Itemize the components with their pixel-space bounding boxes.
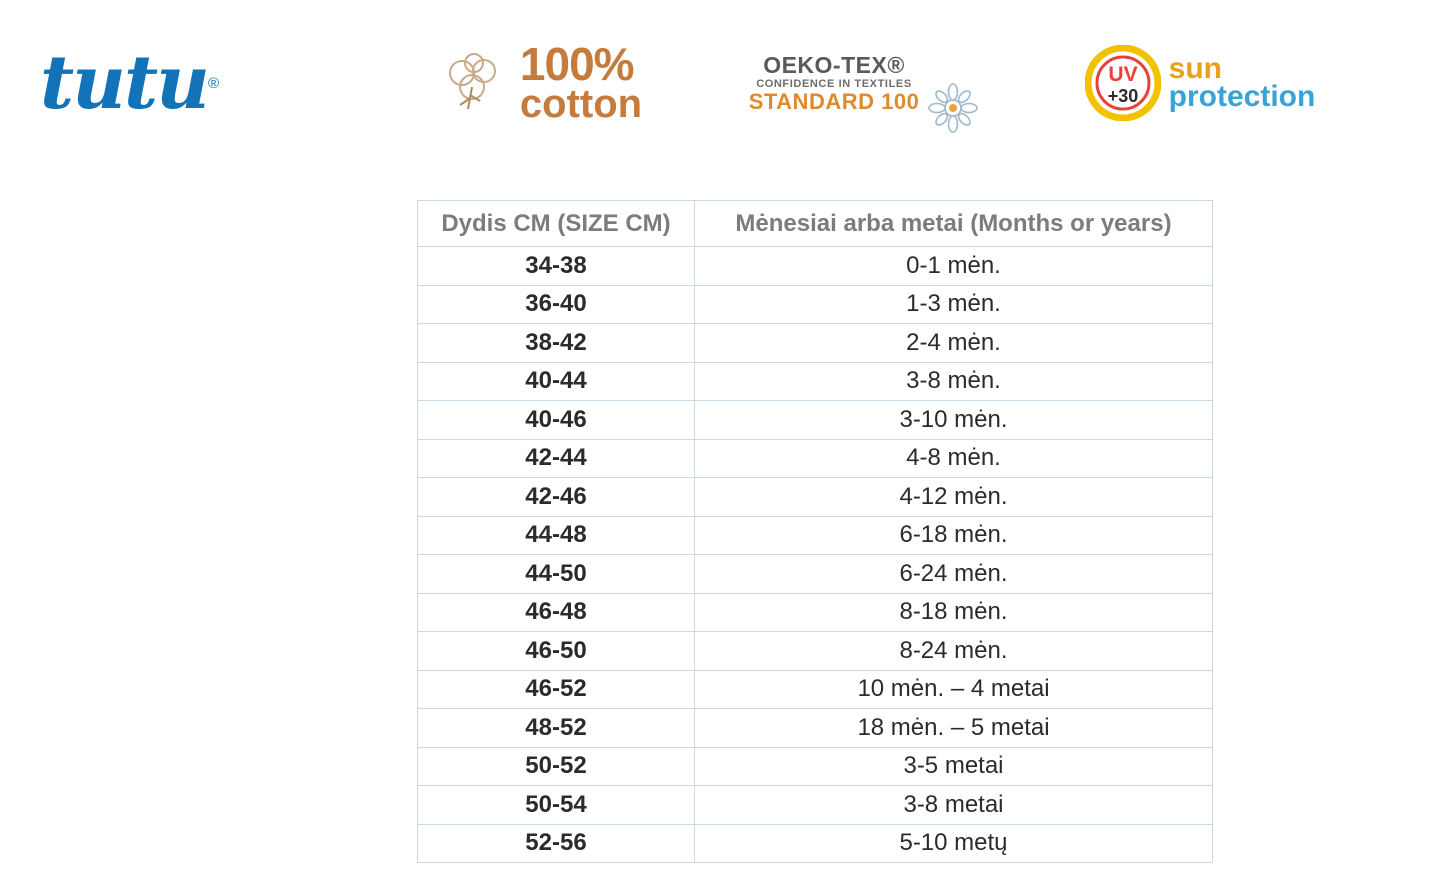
cell-age: 10 mėn. – 4 metai (695, 670, 1213, 709)
cell-age: 3-8 metai (695, 786, 1213, 825)
cotton-text (519, 38, 643, 126)
oeko-tex-flower-icon (925, 80, 981, 136)
table-row (418, 555, 1213, 594)
cell-size: 42-44 (418, 439, 695, 478)
cell-size: 40-46 (418, 401, 695, 440)
cell-age: 4-8 mėn. (695, 439, 1213, 478)
cell-age: 3-8 mėn. (695, 362, 1213, 401)
table-row (418, 401, 1213, 440)
cell-size: 44-50 (418, 555, 695, 594)
cell-size: 52-56 (418, 824, 695, 863)
table-row (418, 247, 1213, 286)
uv-badge-icon (1085, 45, 1161, 121)
cell-age: 0-1 mėn. (695, 247, 1213, 286)
cell-age: 8-18 mėn. (695, 593, 1213, 632)
cell-age: 5-10 metų (695, 824, 1213, 863)
table-row (418, 516, 1213, 555)
cell-size: 36-40 (418, 285, 695, 324)
table-row (418, 670, 1213, 709)
cotton-logo (380, 28, 700, 138)
cell-age: 3-10 mėn. (695, 401, 1213, 440)
oeko-tex-text (749, 53, 920, 114)
cotton-flower-icon (438, 47, 510, 119)
tutu-logo (0, 28, 380, 138)
table-row (418, 478, 1213, 517)
cotton-percent-label: 100% (519, 38, 634, 91)
table-row (418, 824, 1213, 863)
oeko-tex-standard: STANDARD 100 (748, 89, 920, 115)
svg-text:UV: UV (1108, 63, 1138, 86)
size-table-container (417, 200, 1212, 863)
cell-age: 8-24 mėn. (695, 632, 1213, 671)
table-header-row (418, 201, 1213, 247)
uv-protection-logo (1030, 28, 1370, 138)
table-row (418, 747, 1213, 786)
cell-size: 44-48 (418, 516, 695, 555)
table-body (418, 247, 1213, 863)
uv-text (1168, 51, 1316, 113)
cell-age: 4-12 mėn. (695, 478, 1213, 517)
cell-size: 50-54 (418, 786, 695, 825)
logo-strip (0, 28, 1445, 138)
cell-age: 2-4 mėn. (695, 324, 1213, 363)
size-table (417, 200, 1213, 863)
cell-size: 34-38 (418, 247, 695, 286)
cell-size: 42-46 (418, 478, 695, 517)
table-row (418, 709, 1213, 748)
cotton-word-label: cotton (519, 81, 643, 126)
table-row (418, 593, 1213, 632)
table-row (418, 786, 1213, 825)
table-row (418, 362, 1213, 401)
registered-trademark-icon: ® (207, 74, 220, 92)
oeko-tex-subtitle: CONFIDENCE IN TEXTILES (756, 77, 912, 90)
cell-age: 6-18 mėn. (695, 516, 1213, 555)
cell-size: 38-42 (418, 324, 695, 363)
cell-age: 18 mėn. – 5 metai (695, 709, 1213, 748)
svg-text:+30: +30 (1107, 86, 1138, 106)
oeko-tex-logo (700, 28, 1030, 138)
cell-age: 1-3 mėn. (695, 285, 1213, 324)
uv-protection-label: protection (1168, 80, 1316, 113)
cell-size: 46-48 (418, 593, 695, 632)
cell-size: 46-52 (418, 670, 695, 709)
cell-size: 50-52 (418, 747, 695, 786)
tutu-wordmark-text: tutu (40, 40, 208, 126)
cell-size: 40-44 (418, 362, 695, 401)
table-row (418, 324, 1213, 363)
cell-size: 46-50 (418, 632, 695, 671)
table-row (418, 285, 1213, 324)
oeko-tex-title: OEKO-TEX® (763, 51, 905, 78)
cell-size: 48-52 (418, 709, 695, 748)
cell-age: 3-5 metai (695, 747, 1213, 786)
table-row (418, 632, 1213, 671)
column-header-size: Dydis CM (SIZE CM) (418, 201, 695, 247)
table-row (418, 439, 1213, 478)
cell-age: 6-24 mėn. (695, 555, 1213, 594)
uv-sun-label: sun (1168, 51, 1222, 85)
column-header-age: Mėnesiai arba metai (Months or years) (695, 201, 1213, 247)
